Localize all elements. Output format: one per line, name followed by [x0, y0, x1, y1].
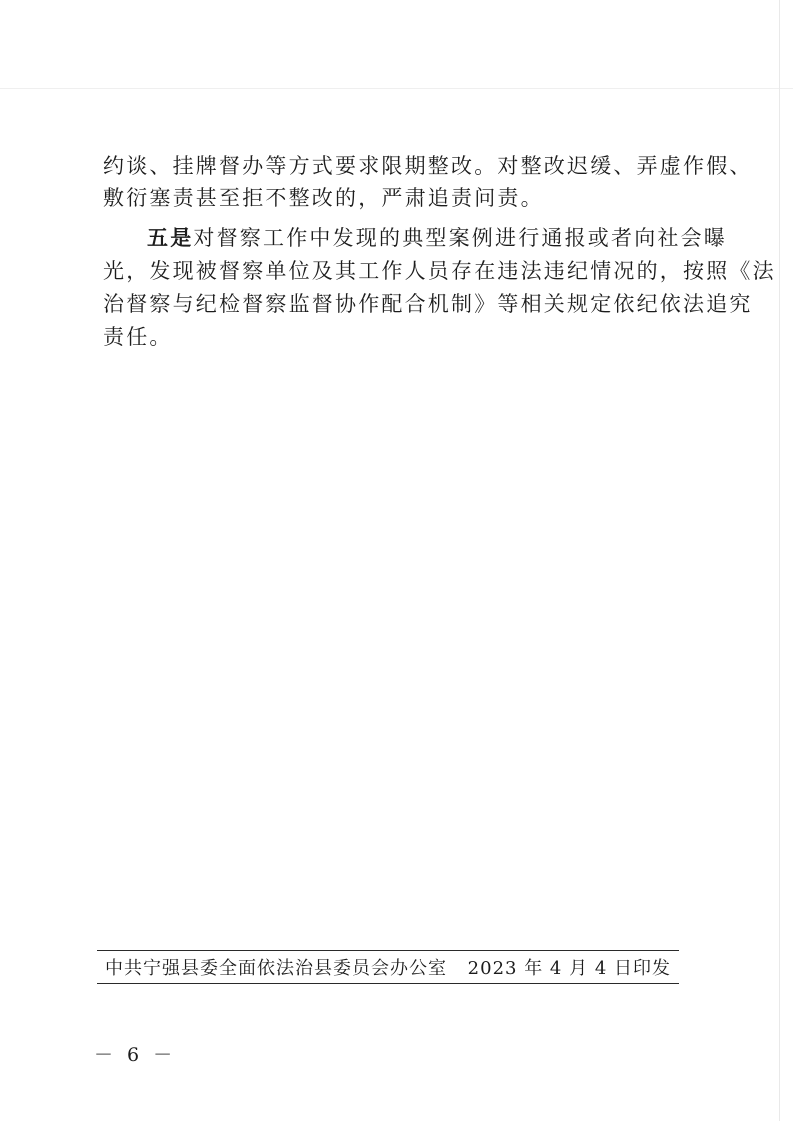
paragraph-lead: 五是 — [147, 225, 194, 250]
issue-footer — [105, 954, 671, 980]
body-line: 治督察与纪检督察监督协作配合机制》等相关规定依纪依法追究 — [103, 292, 753, 316]
body-line: 光，发现被督察单位及其工作人员存在违法违纪情况的，按照《法 — [103, 259, 776, 283]
page-number: － 6 － — [94, 1044, 177, 1066]
scan-edge-right — [779, 0, 780, 1121]
paragraph-five — [103, 222, 776, 354]
body-line: 约谈、挂牌督办等方式要求限期整改。对整改迟缓、弄虚作假、 — [103, 154, 753, 178]
paragraph-first-line — [103, 222, 728, 255]
issue-date: 2023 年 4 月 4 日印发 — [467, 958, 671, 979]
footer-rule-bottom — [97, 983, 679, 984]
scan-edge-top — [0, 88, 793, 89]
paragraph-first-line-text: 对督察工作中发现的典型案例进行通报或者向社会曝 — [193, 226, 728, 250]
footer-rule-top — [97, 950, 679, 951]
document-body — [103, 150, 776, 354]
body-line: 责任。 — [103, 325, 173, 349]
body-line: 敷衍塞责甚至拒不整改的，严肃追责问责。 — [103, 186, 544, 210]
issuer-name: 中共宁强县委全面依法治县委员会办公室 — [105, 958, 447, 979]
